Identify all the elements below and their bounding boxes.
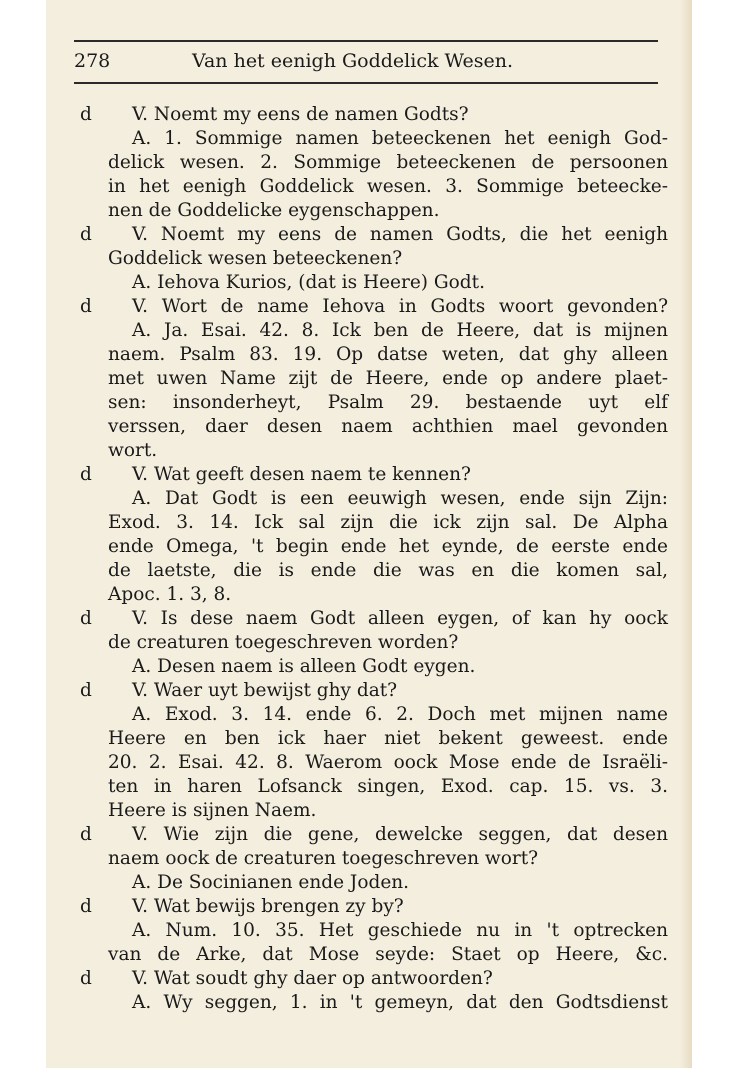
text-line: Exod. 3. 14. Ick sal zijn die ick zijn sal. De Alpha xyxy=(108,512,668,533)
text-line: A. Wy seggen, 1. in 't gemeyn, dat den Godtsdienst xyxy=(132,992,668,1013)
margin-mark: d xyxy=(80,296,92,317)
page-number: 278 xyxy=(74,50,111,72)
text-line: A. Exod. 3. 14. ende 6. 2. Doch met mijnen name xyxy=(132,704,668,725)
text-line: naem. Psalm 83. 19. Op datse weten, dat ghy alleen xyxy=(108,344,668,365)
margin-mark: d xyxy=(80,224,92,245)
margin-mark: d xyxy=(80,104,92,125)
text-line: V. Wie zijn die gene, dewelcke seggen, dat desen xyxy=(132,824,668,845)
text-line: naem oock de creaturen toegeschreven wort? xyxy=(108,848,539,869)
text-line: V. Wat geeft desen naem te kennen? xyxy=(132,464,471,485)
text-line: A. Ja. Esai. 42. 8. Ick ben de Heere, dat is mijnen xyxy=(132,320,668,341)
text-line: Apoc. 1. 3, 8. xyxy=(108,584,232,605)
text-line: A. Iehova Kurios, (dat is Heere) Godt. xyxy=(132,272,485,293)
text-line: A. De Socinianen ende Joden. xyxy=(132,872,410,893)
text-line: V. Wort de name Iehova in Godts woort gevonden? xyxy=(132,296,668,317)
text-line: Heere en ben ick haer niet bekent geweest. ende xyxy=(108,728,668,749)
margin-mark: d xyxy=(80,680,92,701)
text-line: 20. 2. Esai. 42. 8. Waerom oock Mose ende de Israëli- xyxy=(108,752,668,773)
text-line: verssen, daer desen naem achthien mael gevonden xyxy=(108,416,668,437)
text-line: V. Waer uyt bewijst ghy dat? xyxy=(132,680,398,701)
text-line: A. Desen naem is alleen Godt eygen. xyxy=(132,656,476,677)
margin-mark: d xyxy=(80,824,92,845)
text-line: ten in haren Lofsanck singen, Exod. cap. 15. vs. 3. xyxy=(108,776,668,797)
text-line: V. Is dese naem Godt alleen eygen, of kan hy oock xyxy=(132,608,668,629)
running-title: Van het eenigh Goddelick Wesen. xyxy=(192,50,514,72)
margin-mark: d xyxy=(80,968,92,989)
text-line: A. Num. 10. 35. Het geschiede nu in 't optrecken xyxy=(132,920,668,941)
text-line: van de Arke, dat Mose seyde: Staet op Heere, &c. xyxy=(108,944,668,965)
text-line: V. Wat bewijs brengen zy by? xyxy=(132,896,404,917)
text-line: V. Wat soudt ghy daer op antwoorden? xyxy=(132,968,493,989)
text-line: met uwen Name zijt de Heere, ende op andere plaet- xyxy=(108,368,668,389)
text-line: nen de Goddelicke eygenschappen. xyxy=(108,200,440,221)
text-line: de creaturen toegeschreven worden? xyxy=(108,632,459,653)
text-line: A. Dat Godt is een eeuwigh wesen, ende sijn Zijn: xyxy=(132,488,668,509)
text-line: Heere is sijnen Naem. xyxy=(108,800,317,821)
text-line: in het eenigh Goddelick wesen. 3. Sommige beteecke- xyxy=(108,176,668,197)
margin-mark: d xyxy=(80,464,92,485)
text-line: delick wesen. 2. Sommige beteeckenen de persoonen xyxy=(108,152,668,173)
text-line: wort. xyxy=(108,440,158,461)
text-line: sen: insonderheyt, Psalm 29. bestaende uyt elf xyxy=(108,392,668,413)
text-line: de laetste, die is ende die was en die komen sal, xyxy=(108,560,668,581)
text-line: Goddelick wesen beteeckenen? xyxy=(108,248,403,269)
text-line: V. Noemt my eens de namen Godts, die het eenigh xyxy=(132,224,668,245)
text-line: V. Noemt my eens de namen Godts? xyxy=(132,104,469,125)
text-line: ende Omega, 't begin ende het eynde, de eerste ende xyxy=(108,536,668,557)
text-line: A. 1. Sommige namen beteeckenen het eenigh God- xyxy=(132,128,668,149)
margin-mark: d xyxy=(80,608,92,629)
margin-mark: d xyxy=(80,896,92,917)
